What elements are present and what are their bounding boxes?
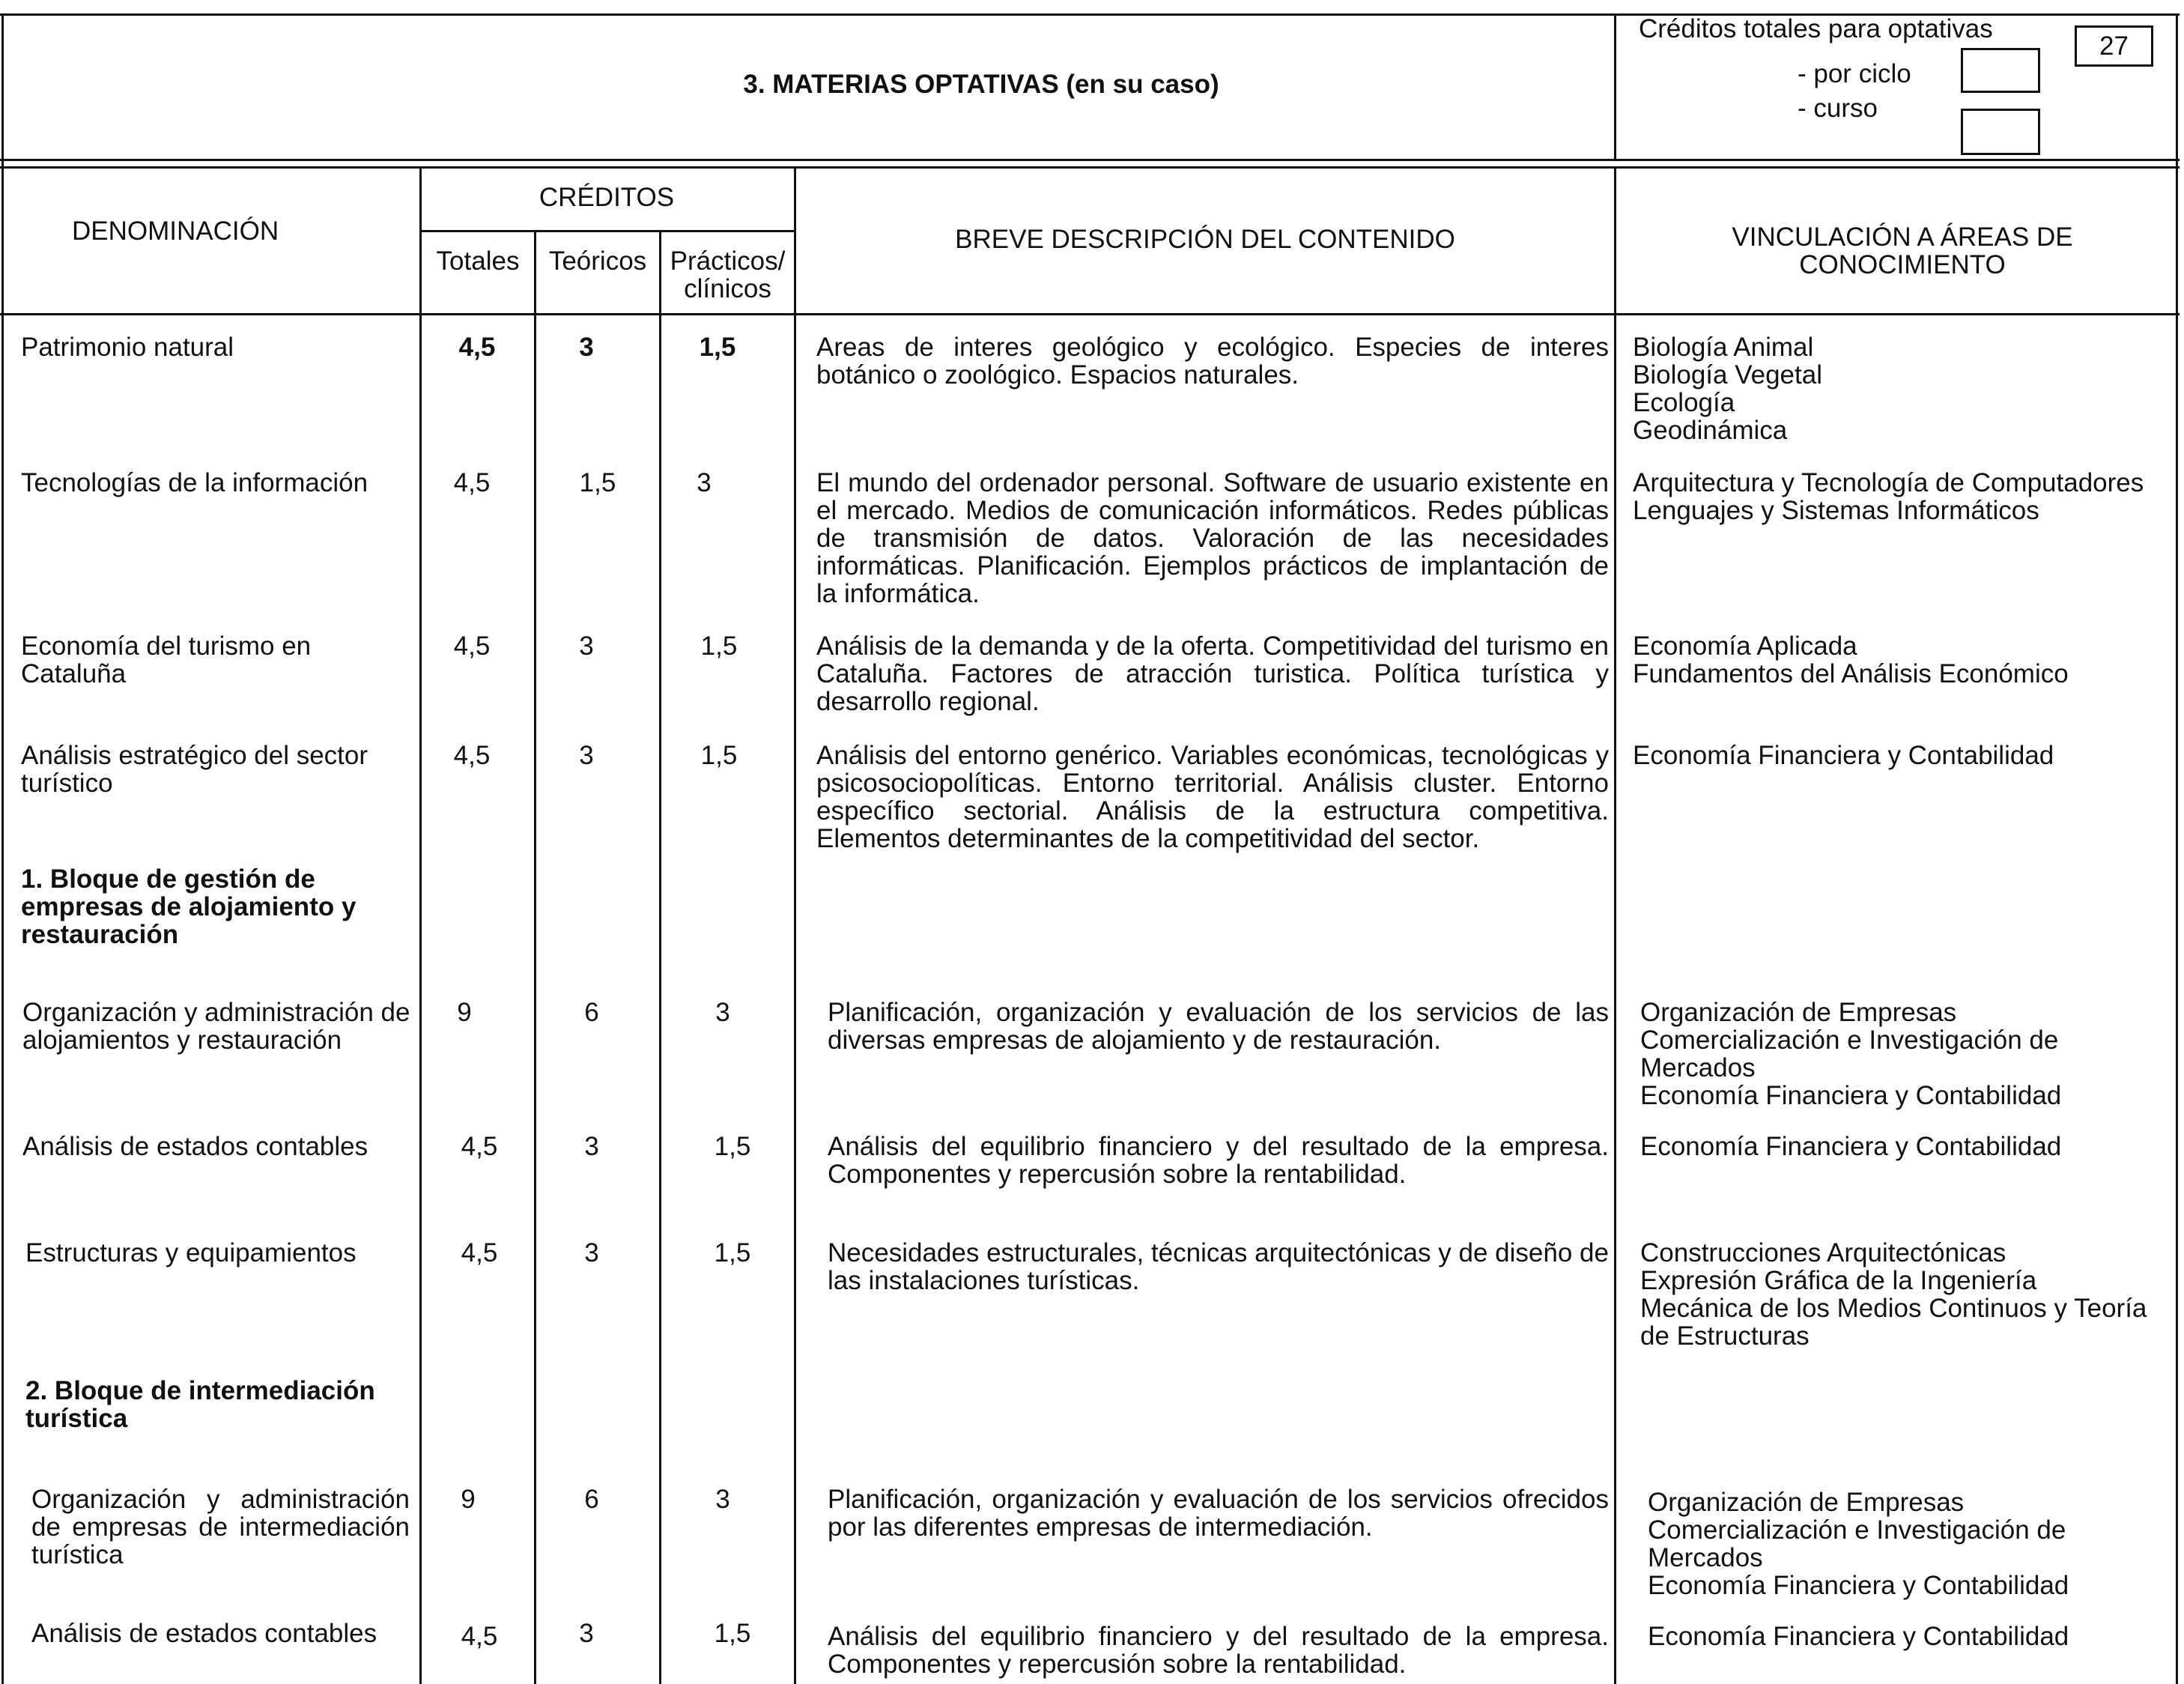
row-practicos: 3 <box>715 1485 730 1514</box>
row-areas: Organización de Empresas Comercialización e Investigación de Mercados Economía Financiera y Contabilidad <box>1640 998 2062 1110</box>
header-right-divider <box>1614 13 1616 161</box>
row-practicos: 3 <box>697 468 712 497</box>
row-denominacion: Patrimonio natural <box>21 333 234 362</box>
row-description: Planificación, organización y evaluación de los servicios de las diversas empresas de alojamiento y de restauración. <box>828 998 1609 1055</box>
por-ciclo-label: - por ciclo <box>1798 59 1911 88</box>
creditos-divider <box>419 230 794 232</box>
right-border <box>2176 13 2178 1684</box>
row-denominacion: Tecnologías de la información <box>21 468 368 497</box>
row-denominacion: Análisis de estados contables <box>31 1619 377 1648</box>
col-divider-1 <box>419 166 422 1684</box>
row-areas: Economía Financiera y Contabilidad <box>1648 1622 2069 1651</box>
total-credits-value: 27 <box>2099 31 2129 61</box>
row-areas: Arquitectura y Tecnología de Computadores Lenguajes y Sistemas Informáticos <box>1633 468 2144 525</box>
row-areas: Economía Financiera y Contabilidad <box>1633 741 2054 770</box>
row-teoricos: 1,5 <box>579 468 616 497</box>
row-denominacion: Estructuras y equipamientos <box>25 1238 357 1267</box>
row-practicos: 1,5 <box>700 741 738 770</box>
row-totales: 4,5 <box>461 1238 498 1267</box>
teoricos-header: Teóricos <box>548 246 647 276</box>
row-description: Análisis de la demanda y de la oferta. Competitividad del turismo en Cataluña. Factores de atracción turistica. Política turística y desarrollo regional. <box>816 632 1609 716</box>
row-teoricos: 3 <box>579 1619 594 1648</box>
row-totales: 4,5 <box>461 1132 498 1161</box>
row-teoricos: 3 <box>579 741 594 770</box>
denominacion-header: DENOMINACIÓN <box>72 216 279 246</box>
row-denominacion: Economía del turismo en Cataluña <box>21 632 312 688</box>
row-totales: 4,5 <box>453 741 491 770</box>
vinculacion-header: VINCULACIÓN A ÁREAS DE CONOCIMIENTO <box>1732 222 2073 279</box>
row-totales: 4,5 <box>453 468 491 497</box>
row-denominacion: Organización y administración de empresas de intermediación turística <box>31 1485 410 1569</box>
col-divider-5 <box>1614 166 1616 1684</box>
creditos-header: CRÉDITOS <box>539 183 675 212</box>
left-border <box>1 13 4 1684</box>
creditos-totales-label: Créditos totales para optativas <box>1639 14 1993 43</box>
curso-label: - curso <box>1798 94 1878 123</box>
row-areas: Construcciones Arquitectónicas Expresión Gráfica de la Ingeniería Mecánica de los Medios Continuos y Teoría de Estructuras <box>1640 1238 2147 1351</box>
row-description: Areas de interes geológico y ecológico. Especies de interes botánico o zoológico. Espacios naturales. <box>816 333 1609 390</box>
totales-header: Totales <box>436 246 520 276</box>
row-description: Análisis del equilibrio financiero y del resultado de la empresa. Componentes y repercusión sobre la rentabilidad. <box>828 1622 1609 1679</box>
col-divider-3 <box>659 232 661 1684</box>
block-heading: 2. Bloque de intermediación turística <box>25 1376 375 1433</box>
row-denominacion: Organización y administración de alojamientos y restauración <box>22 998 410 1055</box>
row-areas: Organización de Empresas Comercialización e Investigación de Mercados Economía Financiera y Contabilidad <box>1648 1488 2069 1600</box>
row-areas: Economía Financiera y Contabilidad <box>1640 1132 2062 1161</box>
row-denominacion: Análisis de estados contables <box>22 1132 368 1161</box>
columns-bottom-border <box>0 313 2180 315</box>
row-practicos: 1,5 <box>700 632 738 661</box>
row-teoricos: 6 <box>584 998 599 1027</box>
por-ciclo-box <box>1961 48 2040 93</box>
row-description: Análisis del entorno genérico. Variables económicas, tecnológicas y psicosociopolíticas. Entorno territorial. Análisis cluster. Entorno específico sectorial. Análisis de la estructura competitiva. Elementos determinantes de la competitividad del sector. <box>816 741 1609 853</box>
header-bottom-border <box>0 159 2180 161</box>
row-description: Necesidades estructurales, técnicas arquitectónicas y de diseño de las instalaciones turísticas. <box>828 1238 1609 1295</box>
row-totales: 4,5 <box>458 333 496 362</box>
block-heading: 1. Bloque de gestión de empresas de alojamiento y restauración <box>21 864 357 949</box>
row-teoricos: 3 <box>584 1132 599 1161</box>
row-teoricos: 3 <box>584 1238 599 1267</box>
row-practicos: 1,5 <box>714 1238 751 1267</box>
row-practicos: 1,5 <box>714 1619 751 1648</box>
row-areas: Biología Animal Biología Vegetal Ecología Geodinámica <box>1633 333 1822 445</box>
row-totales: 4,5 <box>461 1622 498 1651</box>
col-divider-2 <box>534 232 536 1684</box>
col-divider-4 <box>794 166 796 1684</box>
row-teoricos: 3 <box>579 632 594 661</box>
descripcion-header: BREVE DESCRIPCIÓN DEL CONTENIDO <box>955 225 1455 254</box>
total-credits-box <box>2075 25 2153 67</box>
page-title: 3. MATERIAS OPTATIVAS (en su caso) <box>743 70 1219 99</box>
row-denominacion: Análisis estratégico del sector turístico <box>21 741 368 798</box>
curso-box <box>1961 109 2040 155</box>
row-totales: 4,5 <box>453 632 491 661</box>
row-description: El mundo del ordenador personal. Software de usuario existente en el mercado. Medios de comunicación informáticos. Redes públicas de transmisión de datos. Valoración de las necesidades informáticas. Planificación. Ejemplos prácticos de implantación de la informática. <box>816 468 1609 608</box>
row-practicos: 1,5 <box>714 1132 751 1161</box>
row-areas: Economía Aplicada Fundamentos del Análisis Económico <box>1633 632 2069 688</box>
row-teoricos: 6 <box>584 1485 599 1514</box>
row-teoricos: 3 <box>579 333 594 362</box>
row-totales: 9 <box>461 1485 476 1514</box>
row-practicos: 1,5 <box>699 333 736 362</box>
row-description: Análisis del equilibrio financiero y del resultado de la empresa. Componentes y repercusión sobre la rentabilidad. <box>828 1132 1609 1189</box>
row-description: Planificación, organización y evaluación de los servicios ofrecidos por las diferentes empresas de intermediación. <box>828 1485 1609 1542</box>
row-practicos: 3 <box>715 998 730 1027</box>
columns-top-border <box>0 166 2180 169</box>
row-totales: 9 <box>457 998 472 1027</box>
practicos-header: Prácticos/ clínicos <box>670 246 786 303</box>
